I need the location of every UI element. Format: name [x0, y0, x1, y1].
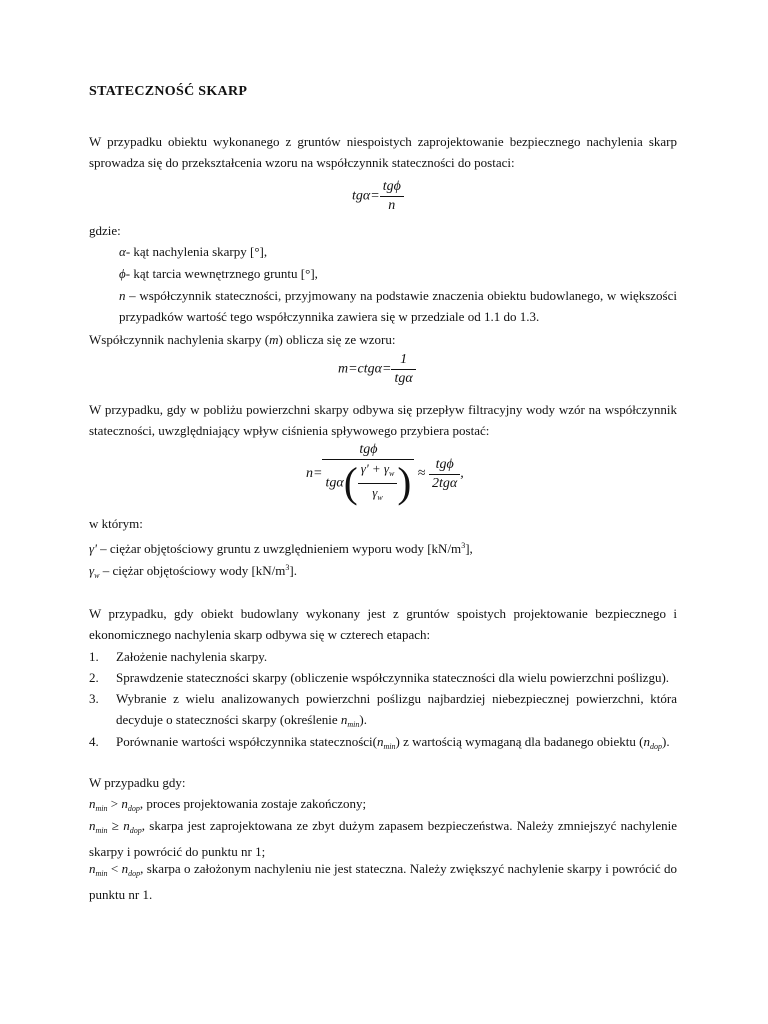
formula-n-seepage	[306, 441, 464, 507]
gamma-w-line	[89, 557, 297, 586]
case-line	[89, 815, 677, 862]
text: Współczynnik nachylenia skarpy (	[89, 332, 270, 347]
formula-tail: ,	[460, 466, 464, 482]
inner-numerator-text: γ' + γ	[360, 461, 390, 476]
list-number: 1.	[89, 649, 99, 664]
subscript: dop	[129, 826, 142, 835]
gamma-prime-line	[89, 535, 473, 559]
definition-text: - kąt nachylenia skarpy [°],	[125, 244, 268, 259]
symbol-n: n	[643, 734, 650, 749]
inner-denominator	[358, 484, 398, 507]
when-label: W przypadku gdy:	[89, 775, 186, 790]
superscript: 3	[285, 563, 290, 572]
subscript: min	[383, 742, 396, 751]
symbol-n: n	[89, 818, 96, 833]
symbol-gamma-prime: γ'	[89, 541, 97, 556]
text: , skarpa o założonym nachyleniu nie jest stateczna. Należy zwiększyć nachylenie skarpy i powrócić do punktu nr 1.	[89, 861, 677, 902]
list-text	[116, 688, 677, 735]
formula-numerator: tgϕ	[322, 441, 414, 460]
subscript: min	[95, 869, 108, 878]
text: ].	[289, 563, 297, 578]
symbol-n: n	[121, 861, 129, 876]
symbol-n: n	[377, 734, 384, 749]
text: – ciężar objętościowy gruntu z uwzględnieniem wyporu wody [kN/m	[96, 541, 462, 556]
operator: >	[107, 796, 122, 811]
symbol-n: n	[123, 818, 130, 833]
subscript: dop	[650, 742, 662, 751]
cohesive-paragraph: W przypadku, gdy obiekt budowlany wykonany jest z gruntów spoistych projektowanie bezpiecznego i ekonomicznego nachylenia skarp odbywa się w czterech etapach:	[89, 606, 677, 642]
seepage-paragraph: W przypadku, gdy w pobliżu powierzchni skarpy odbywa się przepływ filtracyjny wody wzór na współczynnik stateczności, uwzględniający wpływ ciśnienia spływowego przybiera postać:	[89, 402, 677, 438]
list-text: Sprawdzenie stateczności skarpy (obliczenie współczynnika stateczności dla wielu powierzchni poślizgu).	[116, 670, 670, 685]
left-paren: (	[343, 460, 358, 507]
symbol-m: m	[269, 332, 279, 347]
rhs-numerator: tgϕ	[429, 456, 460, 475]
subscript: dop	[127, 804, 140, 813]
operator: <	[107, 861, 122, 876]
formula-denominator: tgα	[394, 371, 413, 386]
formula-denominator	[322, 460, 414, 507]
superscript: 3	[461, 541, 466, 550]
rhs-denominator: 2tgα	[432, 475, 458, 491]
subscript: min	[347, 720, 360, 729]
page-title: STATECZNOŚĆ SKARP	[89, 84, 248, 99]
inner-numerator	[358, 460, 398, 484]
intro-paragraph: W przypadku obiektu wykonanego z gruntów niespoistych zaprojektowanie bezpiecznego nachylenia skarp sprowadza się do przekształcenia wzoru na współczynnik stateczności do postaci:	[89, 134, 677, 170]
symbol-n: n	[121, 796, 128, 811]
formula-lhs: tgα=	[352, 188, 380, 204]
right-paren: )	[397, 460, 412, 507]
formula-tg-alpha	[352, 178, 404, 215]
definition-text: - kąt tarcia wewnętrznego gruntu [°],	[125, 266, 318, 281]
subscript: w	[377, 493, 383, 502]
in-which-label: w którym:	[89, 516, 143, 531]
text: , skarpa jest zaprojektowana ze zbyt dużym zapasem bezpieczeństwa. Należy zmniejszyć nachylenie skarpy i powrócić do punktu nr 1;	[89, 818, 677, 859]
symbol-alpha: α	[119, 244, 126, 259]
list-number: 2.	[89, 670, 99, 685]
text: ).	[359, 712, 367, 727]
operator: ≥	[107, 818, 124, 833]
subscript: min	[95, 804, 108, 813]
formula-m-ctg	[338, 351, 416, 388]
formula-numerator: 1	[391, 351, 415, 370]
subscript: w	[389, 469, 395, 478]
text: Wybranie z wielu analizowanych powierzchni poślizgu najbardziej niebezpiecznej powierzchni, która decyduje o stateczności skarpy (określenie	[116, 691, 677, 727]
text: ).	[662, 734, 670, 749]
text: Porównanie wartości współczynnika stateczności(	[116, 734, 378, 749]
inner-fraction	[358, 460, 398, 507]
subscript: min	[95, 826, 108, 835]
formula-denominator: n	[388, 198, 396, 213]
list-number: 3.	[89, 691, 99, 706]
formula-lhs: n=	[306, 466, 323, 482]
symbol-n: n	[119, 288, 126, 303]
definition-phi	[119, 263, 318, 284]
symbol-gamma: γ	[89, 563, 95, 578]
definition-n	[119, 285, 677, 327]
symbol-n: n	[89, 796, 96, 811]
symbol-phi: ϕ	[119, 266, 126, 281]
formula-lhs: m=ctgα=	[338, 361, 392, 377]
list-text	[116, 731, 677, 757]
approx-sign: ≈	[417, 466, 426, 482]
definition-text: – współczynnik stateczności, przyjmowany na podstawie znaczenia obiektu budowlanego, w większości przypadków wartość tego współczynnika zawiera się w przedziale od 1.1 do 1.3.	[119, 288, 677, 324]
text: – ciężar objętościowy wody [kN/m	[99, 563, 286, 578]
text: ],	[465, 541, 473, 556]
symbol-n: n	[89, 861, 96, 876]
inner-denominator-text: γ	[372, 485, 378, 500]
case-line	[89, 858, 677, 905]
text: ) z wartością wymaganą dla badanego obiektu (	[395, 734, 644, 749]
symbol-n: n	[340, 712, 348, 727]
list-text: Założenie nachylenia skarpy.	[116, 649, 268, 664]
formula-numerator: tgϕ	[380, 178, 404, 197]
list-number: 4.	[89, 734, 99, 749]
text: , proces projektowania zostaje zakończony;	[139, 796, 367, 811]
where-label: gdzie:	[89, 223, 121, 238]
denominator-prefix: tgα	[325, 475, 344, 491]
subscript: dop	[128, 869, 141, 878]
text: ) oblicza się ze wzoru:	[278, 332, 396, 347]
definition-alpha	[119, 241, 267, 262]
m-coefficient-line	[89, 329, 395, 350]
subscript: w	[94, 571, 100, 580]
